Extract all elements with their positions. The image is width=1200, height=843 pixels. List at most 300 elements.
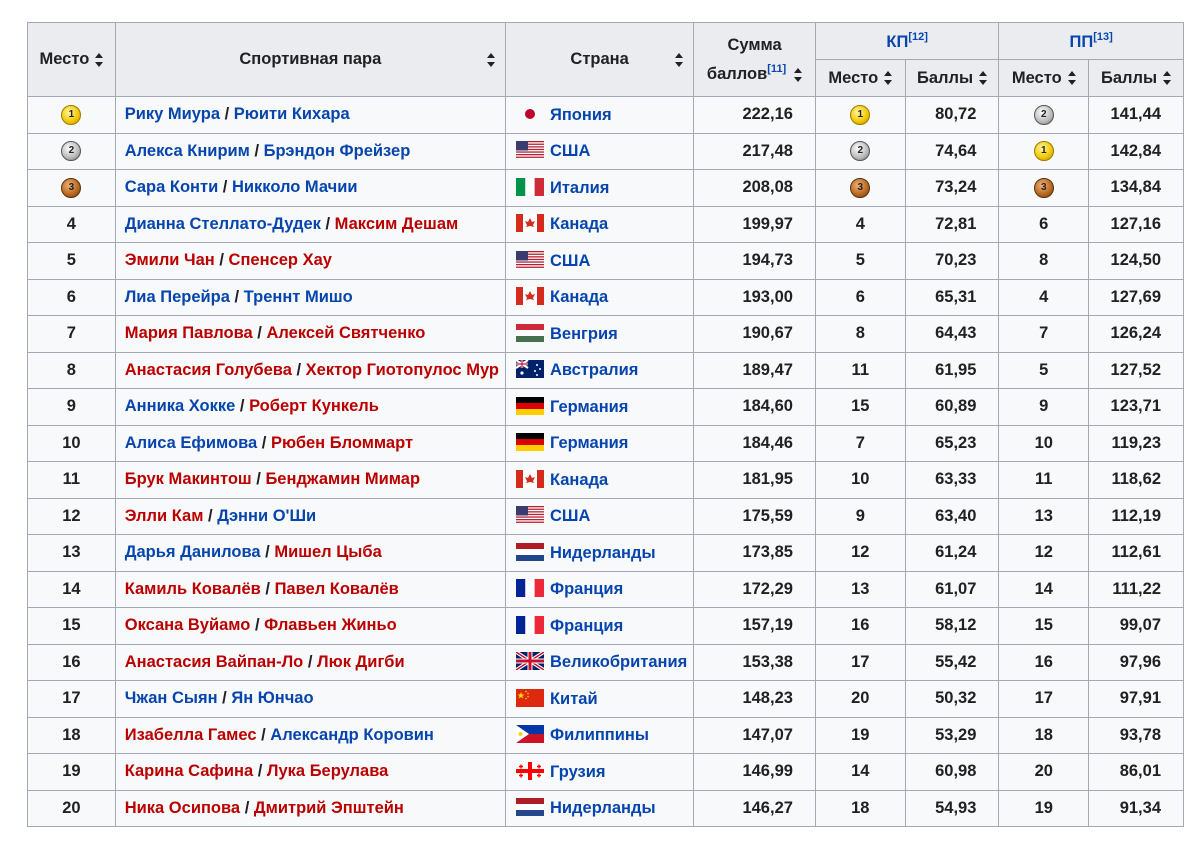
- sort-icon[interactable]: [884, 71, 892, 85]
- cell-fs-points: [1089, 535, 1184, 572]
- fs-points-value: 93,78: [1119, 725, 1161, 744]
- table-row: [28, 644, 1184, 681]
- cell-place: [28, 462, 116, 499]
- cell-sp-place: [815, 97, 905, 134]
- country-link[interactable]: Нидерланды: [549, 543, 656, 562]
- cell-sp-place: [815, 571, 905, 608]
- japan-flag-icon: [516, 105, 544, 123]
- cell-sp-points: [905, 243, 999, 280]
- fs-place-value: 17: [1034, 689, 1053, 708]
- cell-sp-points: [905, 316, 999, 353]
- cell-total: [694, 243, 816, 280]
- header-country[interactable]: [505, 23, 693, 97]
- skater-link[interactable]: Павел Ковалёв: [274, 579, 399, 598]
- cell-fs-points: [1089, 316, 1184, 353]
- country-link[interactable]: Венгрия: [549, 324, 618, 343]
- country-link[interactable]: Франция: [549, 616, 624, 635]
- country-link[interactable]: Канада: [549, 470, 609, 489]
- fs-place-value: 7: [1039, 324, 1049, 343]
- sort-icon[interactable]: [979, 71, 987, 85]
- pair-separator: /: [218, 178, 232, 197]
- skater-link[interactable]: Хектор Гиотопулос Мур: [305, 360, 499, 379]
- place-value: 12: [62, 506, 81, 525]
- skater-link[interactable]: Сара Конти: [124, 178, 219, 197]
- table-row: [28, 243, 1184, 280]
- sp-points-value: 58,12: [935, 616, 977, 635]
- gold-medal-icon: 1: [61, 105, 81, 125]
- country-link[interactable]: США: [549, 251, 591, 270]
- uk-flag-icon: [516, 652, 544, 670]
- table-row: [28, 97, 1184, 134]
- cell-total: [694, 790, 816, 827]
- short-program-link[interactable]: КП: [886, 32, 909, 51]
- cell-total: [694, 133, 816, 170]
- place-value: 13: [62, 543, 81, 562]
- skater-link[interactable]: Алекса Книрим: [124, 141, 250, 160]
- country-link[interactable]: Германия: [549, 434, 629, 453]
- cell-country: [505, 279, 693, 316]
- cell-total: [694, 206, 816, 243]
- philippines-flag-icon: [516, 725, 544, 743]
- header-fs-points[interactable]: [1089, 60, 1184, 97]
- cell-sp-points: [905, 425, 999, 462]
- cell-total: [694, 608, 816, 645]
- cell-total: [694, 571, 816, 608]
- header-sp-place-label: Место: [828, 68, 879, 87]
- table-row: [28, 316, 1184, 353]
- skater-link[interactable]: Дмитрий Эпштейн: [253, 798, 404, 817]
- cell-sp-points: [905, 681, 999, 718]
- fs-points-value: 118,62: [1111, 470, 1161, 489]
- country-link[interactable]: Грузия: [549, 762, 606, 781]
- fs-place-value: 13: [1034, 506, 1053, 525]
- cell-total: [694, 389, 816, 426]
- skater-link[interactable]: Камиль Ковалёв: [124, 579, 261, 598]
- sp-points-value: 55,42: [935, 652, 977, 671]
- sp-place-value: 10: [851, 470, 870, 489]
- pair-separator: /: [217, 689, 232, 708]
- cell-sp-place: [815, 644, 905, 681]
- place-value: 19: [62, 762, 81, 781]
- header-pair[interactable]: [115, 23, 505, 97]
- skater-link[interactable]: Рюбен Бломмарт: [270, 433, 414, 452]
- place-value: 5: [66, 251, 76, 270]
- fs-place-value: 19: [1034, 798, 1053, 817]
- sp-place-value: 8: [855, 324, 865, 343]
- table-row: [28, 279, 1184, 316]
- header-country-label: Страна: [570, 50, 629, 68]
- cell-fs-points: [1089, 498, 1184, 535]
- skater-link[interactable]: Брук Макинтош: [124, 470, 252, 489]
- table-row: [28, 571, 1184, 608]
- sp-points-value: 65,23: [935, 433, 977, 452]
- cell-country: [505, 133, 693, 170]
- total-value: 194,73: [742, 251, 793, 270]
- fs-place-value: 12: [1034, 543, 1053, 562]
- cell-country: [505, 170, 693, 207]
- sp-place-value: 11: [851, 360, 869, 379]
- sp-points-value: 54,93: [935, 798, 977, 817]
- total-value: 199,97: [742, 214, 793, 233]
- place-value: 8: [66, 360, 76, 379]
- total-value: 222,16: [742, 105, 793, 124]
- skater-link[interactable]: Чжан Сыян: [124, 689, 218, 708]
- cell-fs-points: [1089, 97, 1184, 134]
- skater-link[interactable]: Роберт Кункель: [249, 397, 379, 416]
- cell-pair: [115, 535, 505, 572]
- skater-link[interactable]: Рюити Кихара: [233, 105, 350, 124]
- cell-place: [28, 133, 116, 170]
- cell-sp-place: [815, 535, 905, 572]
- cell-place: [28, 352, 116, 389]
- skater-link[interactable]: Рику Миура: [124, 105, 221, 124]
- fs-points-value: 97,91: [1119, 689, 1161, 708]
- sp-place-value: 7: [855, 433, 865, 452]
- cell-sp-place: [815, 681, 905, 718]
- skater-link[interactable]: Максим Дешам: [334, 214, 459, 233]
- sp-points-value: 70,23: [935, 251, 977, 270]
- cell-fs-place: [999, 206, 1089, 243]
- header-sp-points-label: Баллы: [916, 68, 974, 87]
- reference-link[interactable]: [13]: [1093, 30, 1113, 43]
- skater-link[interactable]: Изабелла Гамес: [124, 725, 257, 744]
- sort-icon[interactable]: [1163, 71, 1171, 85]
- fs-points-value: 99,07: [1119, 616, 1161, 635]
- fs-points-value: 119,23: [1111, 433, 1161, 452]
- fs-place-value: 4: [1039, 287, 1049, 306]
- country-link[interactable]: США: [549, 507, 591, 526]
- fs-place-value: 14: [1034, 579, 1053, 598]
- fs-points-value: 126,24: [1110, 324, 1161, 343]
- fs-place-value: 16: [1034, 652, 1053, 671]
- total-value: 208,08: [742, 178, 793, 197]
- cell-fs-place: [999, 462, 1089, 499]
- place-value: 16: [62, 652, 81, 671]
- sort-icon[interactable]: [95, 53, 103, 67]
- sp-points-value: 64,43: [935, 324, 977, 343]
- skater-link[interactable]: Люк Дигби: [317, 652, 405, 671]
- total-value: 172,29: [742, 579, 793, 598]
- cell-sp-place: [815, 425, 905, 462]
- cell-pair: [115, 790, 505, 827]
- country-link[interactable]: Германия: [549, 397, 629, 416]
- cell-pair: [115, 389, 505, 426]
- place-value: 20: [62, 798, 81, 817]
- place-value: 11: [62, 470, 81, 489]
- skater-link[interactable]: Алиса Ефимова: [124, 433, 258, 452]
- total-value: 175,59: [742, 506, 793, 525]
- cell-sp-points: [905, 389, 999, 426]
- skater-link[interactable]: Карина Сафина: [124, 762, 254, 781]
- cell-total: [694, 316, 816, 353]
- cell-country: [505, 608, 693, 645]
- cell-total: [694, 681, 816, 718]
- skater-link[interactable]: Алексей Святченко: [266, 324, 426, 343]
- header-free-program: [999, 23, 1184, 60]
- cell-pair: [115, 316, 505, 353]
- skater-link[interactable]: Спенсер Хау: [228, 251, 332, 270]
- cell-place: [28, 571, 116, 608]
- table-row: [28, 462, 1184, 499]
- fs-place-value: 18: [1034, 725, 1053, 744]
- cell-sp-place: [815, 243, 905, 280]
- skater-link[interactable]: Александр Коровин: [270, 725, 434, 744]
- cell-place: [28, 389, 116, 426]
- fs-place-value: 9: [1039, 397, 1049, 416]
- sp-points-value: 61,95: [935, 360, 977, 379]
- cell-fs-place: [999, 316, 1089, 353]
- skater-link[interactable]: Дарья Данилова: [124, 543, 261, 562]
- cell-sp-place: [815, 790, 905, 827]
- cell-pair: [115, 425, 505, 462]
- cell-fs-place: [999, 608, 1089, 645]
- total-value: 184,46: [742, 433, 793, 452]
- total-value: 147,07: [742, 725, 793, 744]
- cell-place: [28, 498, 116, 535]
- cell-pair: [115, 498, 505, 535]
- skater-link[interactable]: Элли Кам: [124, 506, 204, 525]
- cell-sp-points: [905, 170, 999, 207]
- cell-place: [28, 243, 116, 280]
- sort-icon[interactable]: [675, 53, 683, 67]
- cell-sp-place: [815, 608, 905, 645]
- pair-separator: /: [252, 324, 267, 343]
- cell-pair: [115, 754, 505, 791]
- skater-link[interactable]: Оксана Вуйамо: [124, 616, 251, 635]
- cell-fs-place: [999, 97, 1089, 134]
- reference-link[interactable]: [11]: [767, 63, 787, 75]
- country-link[interactable]: Франция: [549, 580, 624, 599]
- cell-country: [505, 352, 693, 389]
- skater-link[interactable]: Треннт Мишо: [243, 287, 353, 306]
- cell-sp-points: [905, 535, 999, 572]
- cell-sp-points: [905, 206, 999, 243]
- place-value: 17: [62, 689, 81, 708]
- cell-pair: [115, 170, 505, 207]
- cell-country: [505, 97, 693, 134]
- pair-separator: /: [320, 214, 335, 233]
- cell-total: [694, 498, 816, 535]
- fs-place-value: 20: [1034, 762, 1053, 781]
- header-fs-place[interactable]: [999, 60, 1089, 97]
- cell-country: [505, 206, 693, 243]
- pair-separator: /: [260, 579, 275, 598]
- skater-link[interactable]: Ника Осипова: [124, 798, 241, 817]
- fs-points-value: 91,34: [1119, 798, 1161, 817]
- fs-points-value: 123,71: [1110, 397, 1161, 416]
- cell-pair: [115, 462, 505, 499]
- cell-sp-points: [905, 717, 999, 754]
- skater-link[interactable]: Брэндон Фрейзер: [263, 141, 411, 160]
- sp-place-value: 20: [851, 689, 870, 708]
- place-value: 15: [62, 616, 81, 635]
- cell-fs-points: [1089, 790, 1184, 827]
- header-sp-points[interactable]: [905, 60, 999, 97]
- sp-points-value: 65,31: [935, 287, 977, 306]
- skater-link[interactable]: Эмили Чан: [124, 251, 215, 270]
- sp-place-value: 15: [851, 397, 870, 416]
- skater-link[interactable]: Ян Юнчао: [231, 689, 314, 708]
- table-row: [28, 170, 1184, 207]
- cell-place: [28, 425, 116, 462]
- cell-place: [28, 279, 116, 316]
- country-link[interactable]: Великобритания: [549, 653, 688, 672]
- silver-medal-icon: 2: [61, 141, 81, 161]
- cell-fs-place: [999, 571, 1089, 608]
- skater-link[interactable]: Мария Павлова: [124, 324, 253, 343]
- cell-fs-points: [1089, 170, 1184, 207]
- cell-fs-points: [1089, 681, 1184, 718]
- cell-pair: [115, 279, 505, 316]
- fs-points-value: 112,19: [1111, 506, 1161, 525]
- cell-fs-place: [999, 790, 1089, 827]
- italy-flag-icon: [516, 178, 544, 196]
- table-body: [28, 97, 1184, 827]
- table-row: [28, 352, 1184, 389]
- cell-country: [505, 681, 693, 718]
- skater-link[interactable]: Бенджамин Мимар: [265, 470, 421, 489]
- place-value: 7: [66, 324, 76, 343]
- fs-points-value: 127,16: [1110, 214, 1161, 233]
- cell-pair: [115, 608, 505, 645]
- free-program-link[interactable]: ПП: [1069, 32, 1094, 51]
- cell-pair: [115, 97, 505, 134]
- cell-fs-points: [1089, 206, 1184, 243]
- cell-fs-points: [1089, 608, 1184, 645]
- sp-place-value: 4: [855, 214, 865, 233]
- cell-total: [694, 754, 816, 791]
- pair-separator: /: [240, 798, 254, 817]
- country-link[interactable]: Канада: [549, 288, 609, 307]
- skater-link[interactable]: Никколо Мачии: [231, 178, 358, 197]
- reference-link[interactable]: [12]: [908, 30, 928, 43]
- country-link[interactable]: США: [549, 142, 591, 161]
- header-total[interactable]: [694, 23, 816, 97]
- canada-flag-icon: [516, 214, 544, 232]
- cell-country: [505, 389, 693, 426]
- country-link[interactable]: Канада: [549, 215, 609, 234]
- cell-total: [694, 425, 816, 462]
- country-link[interactable]: Нидерланды: [549, 799, 656, 818]
- skater-link[interactable]: Дианна Стеллато-Дудек: [124, 214, 321, 233]
- sp-points-value: 80,72: [935, 105, 977, 124]
- skater-link[interactable]: Флавьен Жиньо: [264, 616, 397, 635]
- pair-separator: /: [203, 506, 218, 525]
- skater-link[interactable]: Дэнни О'Ши: [217, 506, 317, 525]
- cell-country: [505, 644, 693, 681]
- header-pair-label: Спортивная пара: [239, 50, 382, 68]
- header-place-label: Место: [39, 50, 90, 68]
- skater-link[interactable]: Лука Берулава: [266, 762, 389, 781]
- results-table: [27, 22, 1184, 827]
- pair-separator: /: [251, 470, 266, 489]
- skater-link[interactable]: Анника Хокке: [124, 397, 236, 416]
- country-link[interactable]: Япония: [549, 105, 612, 124]
- header-sp-place[interactable]: [815, 60, 905, 97]
- header-short-program: [815, 23, 998, 60]
- cell-fs-place: [999, 681, 1089, 718]
- sort-icon[interactable]: [487, 53, 495, 67]
- total-value: 190,67: [742, 324, 793, 343]
- cell-sp-place: [815, 389, 905, 426]
- skater-link[interactable]: Анастасия Вайпан-Ло: [124, 652, 304, 671]
- cell-fs-points: [1089, 279, 1184, 316]
- sp-points-value: 63,33: [935, 470, 977, 489]
- cell-pair: [115, 571, 505, 608]
- pair-separator: /: [214, 251, 229, 270]
- sp-points-value: 63,40: [935, 506, 977, 525]
- pair-separator: /: [291, 360, 306, 379]
- skater-link[interactable]: Лиа Перейра: [124, 287, 230, 306]
- country-link[interactable]: Китай: [549, 689, 598, 708]
- total-value: 189,47: [742, 360, 793, 379]
- germany-flag-icon: [516, 433, 544, 451]
- cell-fs-points: [1089, 462, 1184, 499]
- sp-place-value: 5: [855, 251, 865, 270]
- cell-country: [505, 462, 693, 499]
- fs-points-value: 111,22: [1112, 579, 1161, 598]
- table-row: [28, 133, 1184, 170]
- cell-fs-points: [1089, 425, 1184, 462]
- header-fs-place-label: Место: [1011, 68, 1062, 87]
- sp-points-value: 72,81: [935, 214, 977, 233]
- sort-icon[interactable]: [1068, 71, 1076, 85]
- cell-sp-place: [815, 170, 905, 207]
- sort-icon[interactable]: [794, 68, 802, 82]
- cell-place: [28, 170, 116, 207]
- country-link[interactable]: Австралия: [549, 361, 639, 380]
- total-value: 217,48: [742, 141, 793, 160]
- header-place[interactable]: [28, 23, 116, 97]
- skater-link[interactable]: Анастасия Голубева: [124, 360, 292, 379]
- header-fs-points-label: Баллы: [1101, 68, 1158, 87]
- cell-sp-place: [815, 352, 905, 389]
- cell-pair: [115, 644, 505, 681]
- table-row: [28, 389, 1184, 426]
- fs-points-value: 127,52: [1110, 360, 1161, 379]
- place-value: 9: [66, 397, 76, 416]
- cell-total: [694, 462, 816, 499]
- cell-pair: [115, 243, 505, 280]
- skater-link[interactable]: Мишел Цыба: [274, 543, 382, 562]
- fs-points-value: 134,84: [1110, 178, 1161, 197]
- sp-place-value: 12: [851, 543, 870, 562]
- sp-points-value: 53,29: [935, 725, 977, 744]
- sp-points-value: 50,32: [935, 689, 977, 708]
- table-row: [28, 717, 1184, 754]
- cell-fs-place: [999, 170, 1089, 207]
- usa-flag-icon: [516, 506, 544, 524]
- usa-flag-icon: [516, 251, 544, 269]
- total-value: 193,00: [742, 287, 793, 306]
- fs-points-value: 124,50: [1110, 251, 1161, 270]
- cell-fs-place: [999, 498, 1089, 535]
- hungary-flag-icon: [516, 324, 544, 342]
- total-value: 148,23: [742, 689, 793, 708]
- country-link[interactable]: Италия: [549, 178, 610, 197]
- australia-flag-icon: [516, 360, 544, 378]
- silver-medal-icon: 2: [1034, 105, 1054, 125]
- country-link[interactable]: Филиппины: [549, 726, 649, 745]
- fs-points-value: 112,61: [1111, 543, 1161, 562]
- cell-fs-points: [1089, 389, 1184, 426]
- cell-sp-points: [905, 571, 999, 608]
- sp-points-value: 61,24: [935, 543, 977, 562]
- pair-separator: /: [250, 616, 265, 635]
- cell-country: [505, 535, 693, 572]
- pair-separator: /: [229, 287, 244, 306]
- fs-place-value: 8: [1039, 251, 1049, 270]
